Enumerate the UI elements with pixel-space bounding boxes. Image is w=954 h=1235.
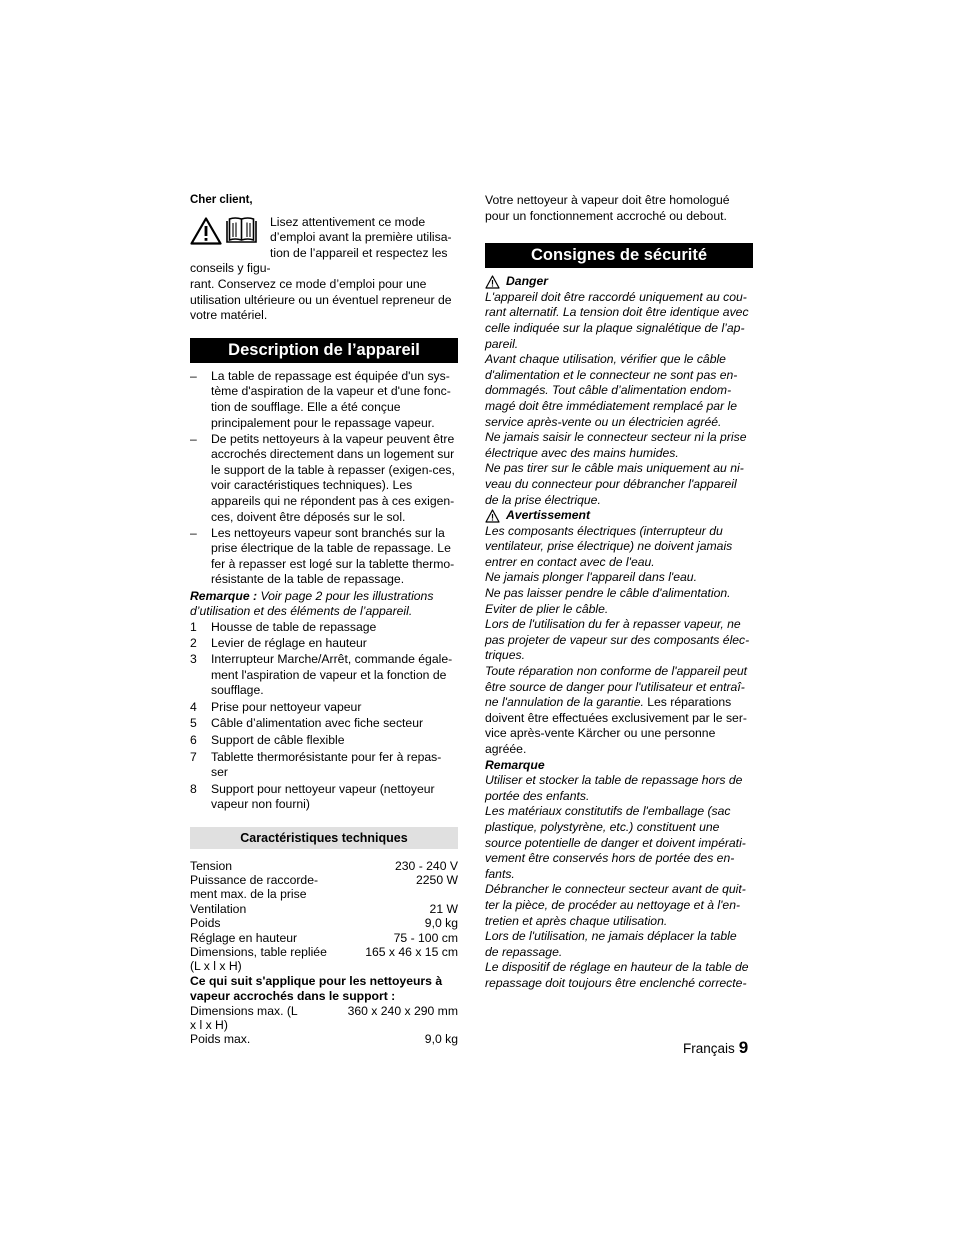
specs-title: Caractéristiques techniques xyxy=(190,827,458,849)
warning-triangle-icon xyxy=(190,217,222,245)
table-row: Réglage en hauteur 75 - 100 cm xyxy=(190,930,458,945)
table-row: Puissance de raccorde-ment max. de la prise 2250 W xyxy=(190,873,458,902)
warning-heading: Avertissement xyxy=(485,508,753,524)
right-column xyxy=(485,193,753,992)
intro-block xyxy=(190,215,458,324)
danger-heading: Danger xyxy=(485,274,753,290)
open-book-icon xyxy=(225,217,258,245)
remark-text: Utiliser et stocker la table de repassage hors de portée des enfants. Les matériaux constitutifs de l'emballage (sac plastique, polystyrène, etc.) constituent une source potentielle de danger et doivent impérati-vement être conservés hors de portée des en-fants. Débrancher le connecteur secteur avant de quit-ter la pièce, de procéder au nettoyage et à l'en-tretien et après chaque utilisation. Lors de l'utilisation, ne jamais déplacer la table de repassage. Le dispositif de réglage en hauteur de la table de repassage doit toujours être enclenché correcte- xyxy=(485,773,749,990)
list-item: 8 Support pour nettoyeur vapeur (nettoyeur vapeur non fourni) xyxy=(190,781,435,812)
table-row: Poids max. 9,0 kg xyxy=(190,1032,458,1047)
remark-heading: Remarque xyxy=(485,757,545,772)
section-title-description: Description de l’appareil xyxy=(190,338,458,363)
section-title-safety: Consignes de sécurité xyxy=(485,243,753,268)
list-item: 3 Interrupteur Marche/Arrêt, commande égale-ment l'aspiration de vapeur et la fonction de soufflage. xyxy=(190,651,453,698)
list-item: – La table de repassage est équipée d'un sys-tème d'aspiration de la vapeur et d'une fonc-tion de soufflage. Elle a été conçue principalement pour le repassage vapeur. xyxy=(190,368,451,430)
warning-triangle-icon xyxy=(485,509,500,523)
footer-language: Français xyxy=(683,1041,735,1056)
specs-note: Ce qui suit s'applique pour les nettoyeurs à vapeur accrochés dans le support : xyxy=(190,973,443,1003)
list-item: – Les nettoyeurs vapeur sont branchés sur la prise électrique de la table de repassage. Le fer à repasser est logé sur la tablette thermo-résistante de la table de repassage. xyxy=(190,525,455,587)
description-list xyxy=(190,369,458,588)
list-item: 2 Levier de réglage en hauteur xyxy=(190,635,367,650)
list-item: 5 Câble d’alimentation avec fiche secteur xyxy=(190,716,424,731)
list-item: 1 Housse de table de repassage xyxy=(190,619,377,634)
homologation-text: Votre nettoyeur à vapeur doit être homologué pour un fonctionnement accroché ou debout. xyxy=(485,193,730,223)
greeting: Cher client, xyxy=(190,194,253,206)
page-footer xyxy=(683,1040,748,1057)
intro-text: Lisez attentivement ce mode d’emploi avant la première utilisa- tion de l’appareil et respectez les conseils y figu- rant. Conservez ce mode d’emploi pour une utilisation ultérieure ou un éventuel repreneur de votre matériel. xyxy=(190,214,452,323)
table-row: Tension 230 - 240 V xyxy=(190,858,458,873)
danger-text: L'appareil doit être raccordé uniquement au cou-rant alternatif. La tension doit être identique avec celle indiquée sur la plaque signalétique de l’ap-pareil. Avant chaque utilisation, vérifier que le câble d'alimentation et le connecteur ne sont pas en-dommagés. Tout câble d’alimentation endom-magé doit être immédiatement remplacé par le service après-vente ou un électricien agréé. Ne jamais saisir le connecteur secteur ni la prise électrique avec des mains humides. Ne pas tirer sur le câble mais uniquement au ni-veau du connecteur pour débrancher l'appareil de la prise électrique. xyxy=(485,289,749,507)
page-number: 9 xyxy=(738,1038,749,1057)
warning-text: Les composants électriques (interrupteur du ventilateur, prise électrique) ne doivent jamais entrer en contact avec de l'eau. Ne jamais plonger l'appareil dans l'eau. Ne pas laisser pendre le câble d'alimentation. Eviter de plier le câble. Lors de l'utilisation du fer à repasser vapeur, ne pas projeter de vapeur sur des composants élec-triques. Toute réparation non conforme de l'appareil peut être source de danger pour l'utilisateur et entraî-ne l'annulation de la garantie. Les réparations doivent être effectuées exclusivement par le ser-vice après-vente Kärcher ou une personne agréée. xyxy=(485,523,750,756)
table-row: Dimensions, table repliée (L x l x H) 165 x 46 x 15 cm xyxy=(190,945,458,974)
left-column xyxy=(190,193,458,1047)
list-item: 4 Prise pour nettoyeur vapeur xyxy=(190,699,362,714)
components-list xyxy=(190,620,458,813)
table-row: Poids 9,0 kg xyxy=(190,916,458,931)
table-row: Ventilation 21 W xyxy=(190,901,458,916)
list-item: 7 Tablette thermorésistante pour fer à repas-ser xyxy=(190,749,442,780)
remark-note: Remarque : Voir page 2 pour les illustrations d’utilisation et des éléments de l’appareil. xyxy=(190,588,434,619)
intro-icons xyxy=(190,217,262,247)
specs-table xyxy=(190,859,458,1047)
warning-triangle-icon xyxy=(485,275,500,289)
table-row: Dimensions max. (L x l x H) 360 x 240 x 290 mm xyxy=(190,1003,458,1032)
list-item: – De petits nettoyeurs à la vapeur peuvent être accrochés directement dans un logement sur le support de la table à repasser (exigen-ces, voir caractéristiques techniques). Les appareils qui ne répondent pas à ces exigen-ces, doivent être déposés sur le sol. xyxy=(190,431,455,524)
list-item: 6 Support de câble flexible xyxy=(190,732,345,747)
